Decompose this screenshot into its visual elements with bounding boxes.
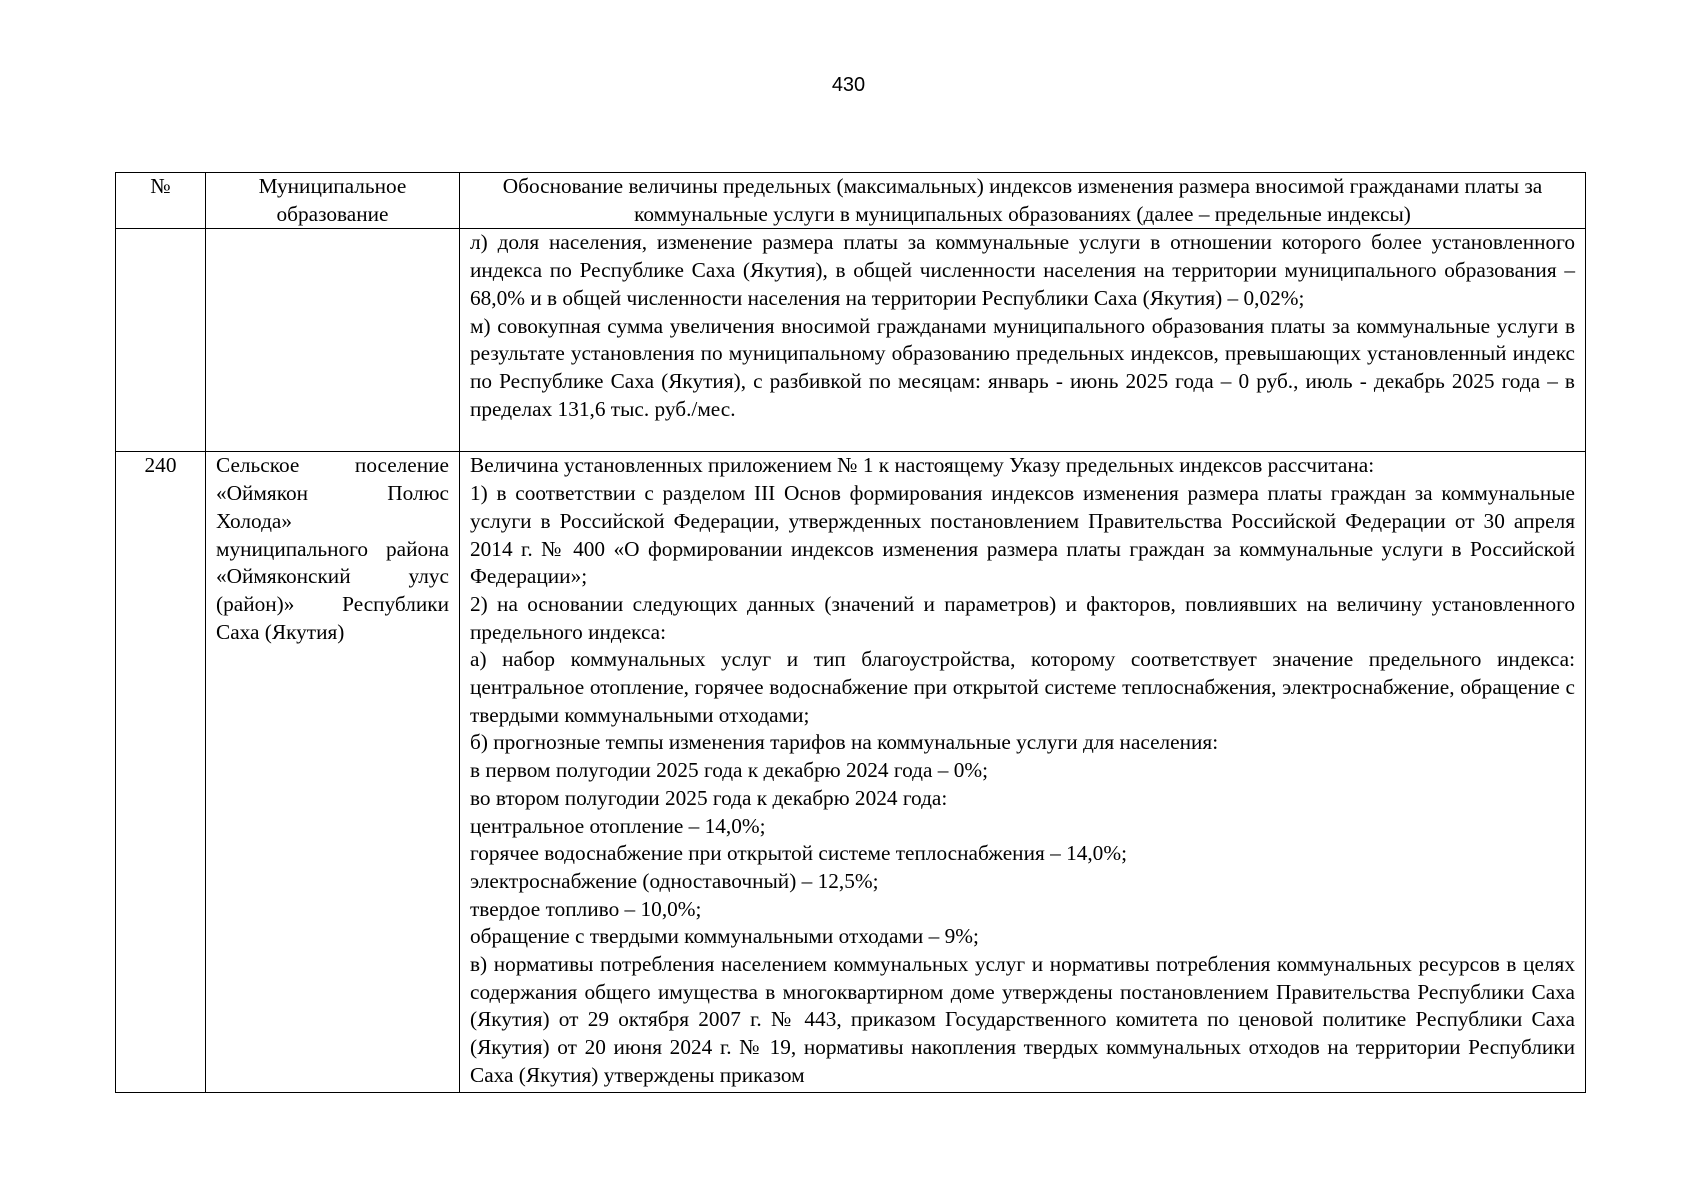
row-number: [116, 229, 206, 452]
row-number: 240: [116, 452, 206, 1093]
justification-table: [115, 172, 1586, 1093]
paragraph: твердое топливо – 10,0%;: [470, 896, 702, 921]
paragraph: Величина установленных приложением № 1 к настоящему Указу предельных индексов рассчитана:: [470, 453, 1375, 478]
table-row: [116, 229, 1586, 452]
paragraph: в первом полугодии 2025 года к декабрю 2024 года – 0%;: [470, 758, 989, 783]
paragraph: горячее водоснабжение при открытой системе теплоснабжения – 14,0%;: [470, 841, 1127, 866]
table-row: [116, 452, 1586, 1093]
paragraph: в) нормативы потребления населением коммунальных услуг и нормативы потребления коммунальных ресурсов в целях содержания общего имущества в многоквартирном доме утверждены постановлением Правительства Республики Саха (Якутия) от 29 октября 2007 г. № 443, приказом Государственного комитета по ценовой политике Республики Саха (Якутия) от 20 июня 2024 г. № 19, нормативы накопления твердых коммунальных отходов на территории Республики Саха (Якутия) утверждены приказом: [470, 952, 1575, 1087]
paragraph: м) совокупная сумма увеличения вносимой гражданами муниципального образования платы за коммунальные услуги в результате установления по муниципальному образованию предельных индексов, превышающих установленный индекс по Республике Саха (Якутия), с разбивкой по месяцам: январь - июнь 2025 года – 0 руб., июль - декабрь 2025 года – в пределах 131,6 тыс. руб./мес.: [470, 313, 1575, 421]
paragraph: 1) в соответствии с разделом III Основ формирования индексов изменения размера платы граждан за коммунальные услуги в Российской Федерации, утвержденных постановлением Правительства Российской Федерации от 30 апреля 2014 г. № 400 «О формировании индексов изменения размера платы граждан за коммунальные услуги в Российской Федерации»;: [470, 481, 1575, 589]
row-justification: [460, 452, 1586, 1093]
paragraph: а) набор коммунальных услуг и тип благоустройства, которому соответствует значение предельного индекса: центральное отопление, горячее водоснабжение при открытой системе теплоснабжения, электроснабжение, обращение с твердыми коммунальными отходами;: [470, 647, 1575, 727]
row-justification: [460, 229, 1586, 452]
table-header-row: [116, 173, 1586, 229]
header-municipality: Муниципальное образование: [206, 173, 460, 229]
page-number: 430: [831, 74, 866, 96]
row-municipality: Сельское поселение «Оймякон Полюс Холода» муниципального района «Оймяконский улус (район)» Республики Саха (Якутия): [206, 452, 460, 1093]
paragraph: обращение с твердыми коммунальными отходами – 9%;: [470, 924, 979, 949]
header-justification: Обоснование величины предельных (максимальных) индексов изменения размера вносимой гражданами платы за коммунальные услуги в муниципальных образованиях (далее – предельные индексы): [460, 173, 1586, 229]
paragraph: л) доля населения, изменение размера платы за коммунальные услуги в отношении которого более установленного индекса по Республике Саха (Якутия), в общей численности населения на территории муниципального образования – 68,0% и в общей численности населения на территории Республики Саха (Якутия) – 0,02%;: [470, 230, 1575, 310]
paragraph: во втором полугодии 2025 года к декабрю 2024 года:: [470, 785, 948, 810]
paragraph: центральное отопление – 14,0%;: [470, 813, 766, 838]
header-number: №: [116, 173, 206, 229]
paragraph: б) прогнозные темпы изменения тарифов на коммунальные услуги для населения:: [470, 730, 1219, 755]
paragraph: электроснабжение (одноставочный) – 12,5%;: [470, 868, 879, 893]
row-municipality: [206, 229, 460, 452]
paragraph: 2) на основании следующих данных (значений и параметров) и факторов, повлиявших на величину установленного предельного индекса:: [470, 591, 1575, 644]
